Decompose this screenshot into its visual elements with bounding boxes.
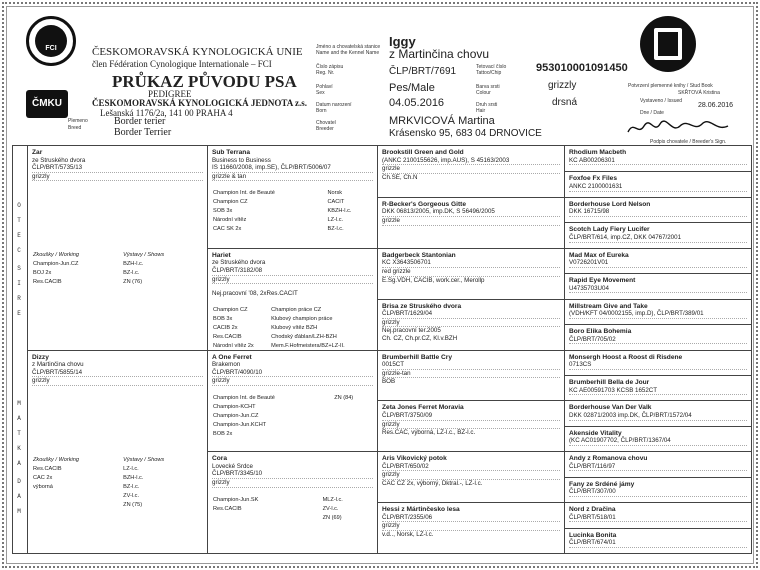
dog-dob: 04.05.2016 [389, 97, 445, 109]
document-subtitle: PEDIGREE [148, 89, 192, 99]
title-entry: ZV-l.c. [322, 505, 339, 512]
titles-header: Zkoušky / Working [33, 252, 80, 259]
gen2-ancestor [208, 146, 377, 248]
ancestor-name: Brumberhill Bella de Jour [569, 378, 650, 386]
gen3-ancestor [378, 350, 564, 401]
titles-table [32, 251, 203, 287]
ancestor-name: Rhodium Macbeth [569, 149, 627, 156]
side-label-father: OTEC [17, 202, 21, 254]
ancestor-titles: BOB [382, 378, 396, 386]
breeder-name: MRKVICOVÁ Martina [389, 115, 495, 127]
title-entry: ZN (84) [334, 394, 354, 401]
ancestor-reg: KC AE00591703 KCSB 1652CT [569, 387, 747, 396]
title-entry: CAC 2x [33, 474, 53, 481]
ancestor-name: Hessi z Mártinčesko lesa [382, 506, 460, 514]
ancestor-kennel: ze Struského dvora [32, 156, 86, 164]
ancestor-colour: grizzly [382, 319, 560, 328]
title-entry: BZ-l.c. [123, 483, 140, 490]
club-address: Lešanská 1176/2a, 141 00 PRAHA 4 [100, 108, 233, 118]
title-entry: MLZ-l.c. [322, 496, 343, 503]
ancestor-name: R-Becker's Gorgeous Gitte [382, 200, 467, 208]
ancestor-note: Nej.pracovní '08, 2xRes.CACIT [212, 290, 298, 298]
ancestor-titles: Res.CAC, výborná, LZ-l.c., BZ-l.c. [382, 429, 476, 437]
title-entry: Champion-KCHT [213, 403, 256, 410]
gen1-ancestor [28, 350, 207, 554]
title-entry: BZ-l.c. [123, 270, 140, 277]
breeder-signature [624, 118, 736, 138]
breed-label-cz: Plemeno [68, 118, 88, 124]
titles-header: Výstavy / Shows [123, 252, 165, 259]
ancestor-titles: E.Sg.VDH, CACIB, work.cer., Merollp [382, 276, 485, 284]
ancestor-name: Millstream Give and Take [569, 302, 648, 310]
gen4-ancestor [565, 222, 751, 247]
ancestor-reg: ČLP/BRT/4090/10 [212, 369, 373, 378]
gen4-ancestor [565, 146, 751, 171]
gen4-ancestor [565, 171, 751, 196]
title-entry: LZ-l.c. [123, 465, 139, 472]
gen4-ancestor [565, 426, 751, 451]
org-name: ČESKOMORAVSKÁ KYNOLOGICKÁ UNIE [92, 46, 303, 58]
title-entry: BOB 2x [213, 430, 233, 437]
ancestor-colour: grizzle-tan [382, 370, 560, 379]
ancestor-reg: U4735703U04 [569, 285, 747, 294]
gen4-ancestor [565, 324, 751, 349]
signature-label: Podpis chovatele / Breeder's Sign. [650, 139, 727, 145]
ancestor-colour: grizzly [212, 377, 373, 386]
gen4-ancestor [565, 299, 751, 324]
ancestor-name: Borderhouse Van Der Valk [569, 404, 652, 412]
ancestor-reg: (VDH/KFT 04/0002155, imp.D), ČLP/BRT/389/01 [569, 310, 747, 319]
ancestor-reg: ČLP/BRT/705/02 [569, 336, 747, 345]
title-entry: Res.CACIB [33, 279, 62, 286]
gen3-ancestor [378, 451, 564, 502]
gen3-ancestor [378, 146, 564, 197]
label-reg: Číslo zápisu Reg. Nr. [316, 64, 344, 76]
title-entry: Champion Int. de Beauté [213, 394, 275, 401]
ancestor-name: Dizzy [32, 353, 49, 361]
gen3-ancestor [378, 400, 564, 451]
title-entry: Res.CACIB [213, 505, 242, 512]
ancestor-name: Monsergh Hoost a Roost di Risdene [569, 353, 683, 361]
title-entry: BZH-l.c. [123, 474, 144, 481]
titles-table [212, 394, 373, 439]
ancestor-reg: ANKC 2100001631 [569, 183, 747, 192]
gen1-ancestor [28, 146, 207, 350]
gen4-ancestor [565, 502, 751, 527]
ancestor-name: Aris Vikovický potok [382, 455, 447, 463]
breed-value-cz: Border terier [114, 116, 166, 127]
label-colour: Barva srsti Colour [476, 84, 500, 96]
document-title: PRŮKAZ PŮVODU PSA [112, 72, 297, 91]
ancestor-titles: Ch.SE, Ch.N [382, 173, 418, 181]
ancestor-reg: DKK 16715/98 [569, 208, 747, 217]
title-entry [333, 430, 373, 439]
title-entry: LZ-l.c. [327, 217, 344, 224]
title-entry: CAC SK 2x [213, 226, 242, 233]
ancestor-name: Zar [32, 149, 43, 156]
stud-book-label: Potvrzení plemenné knihy / Stud Book [628, 83, 713, 89]
dog-reg-nr: ČLP/BRT/7691 [389, 66, 457, 77]
dog-name: Iggy [389, 34, 416, 49]
title-entry: ZN (75) [123, 501, 143, 508]
ancestor-reg: 0015CT [382, 361, 560, 370]
title-entry: BZH-l.c. [123, 261, 144, 268]
gen4-ancestor [565, 477, 751, 502]
ancestor-name: Akenside Vitality [569, 429, 622, 437]
label-tattoo: Tetovací číslo Tattoo/Chip [476, 64, 507, 76]
ancestor-reg: DKK 06813/2005, imp.DK, S 56496/2005 [382, 208, 560, 217]
titles-table [212, 306, 373, 350]
gen4-ancestor [565, 248, 751, 273]
ancestor-reg: ČLP/BRT/3345/10 [212, 470, 373, 479]
title-entry: Champion CZ [213, 306, 248, 313]
title-entry [333, 412, 373, 421]
cmku-logo [26, 90, 68, 118]
ancestor-reg: ČLP/BRT/674/01 [569, 539, 747, 548]
ancestor-colour: grizzle [382, 217, 560, 226]
breeder-address: Krásensko 95, 683 04 DRNOVICE [389, 128, 542, 139]
ancestor-name: Fany ze Srdéné jámy [569, 480, 635, 488]
ancestor-kennel: Lovecké Srdce [212, 462, 253, 470]
title-entry: Res.CACIB [213, 333, 242, 340]
ancestor-colour: grizzly [32, 377, 203, 386]
title-entry: Champion-Jun.CZ [213, 412, 259, 419]
clerk-name: SKŘTOVÁ Kristina [678, 90, 720, 96]
dog-kennel: z Martinčina chovu [389, 47, 490, 61]
ancestor-reg: (KC AC01907702, ČLP/BRT/1367/04 [569, 437, 747, 446]
titles-table [32, 456, 203, 510]
title-entry: ZV-l.c. [123, 492, 140, 499]
ancestor-reg: ČLP/BRT/307/00 [569, 488, 747, 497]
ancestor-name: Mad Max of Eureka [569, 251, 629, 259]
org-subtitle: člen Fédération Cynologique Internationale – FCI [92, 59, 272, 69]
club-name: ČESKOMORAVSKÁ KYNOLOGICKÁ JEDNOTA z.s. [92, 98, 307, 108]
ancestor-name: Cora [212, 455, 228, 463]
ancestor-name: Brumberhill Battle Cry [382, 353, 452, 361]
ancestor-reg: (ANKC 2100155626, imp.AUS), S 45163/2003 [382, 157, 560, 166]
side-label-mother: MATKA [17, 400, 21, 467]
ancestor-name: Badgerbeck Stantonian [382, 251, 456, 259]
title-entry: Champion-Jun.CZ [33, 261, 79, 268]
title-entry: výborná [33, 483, 53, 490]
ancestor-name: Hariet [212, 251, 231, 259]
ancestor-reg: ČLP/BRT/650/02 [382, 463, 560, 472]
title-entry: Chodský ďáblan/LZH-BZH [271, 333, 337, 340]
ancestor-colour: grizzly [212, 276, 373, 285]
titles-table [212, 496, 373, 523]
label-breeder: Chovatel Breeder [316, 120, 336, 132]
ancestor-name: Sub Terrana [212, 149, 250, 156]
ancestor-name: Foxfoe Fx Files [569, 175, 617, 183]
gen2-ancestor [208, 451, 377, 553]
breed-value-en: Border Terrier [114, 127, 172, 138]
ancestor-reg: ČLP/BRT/3750/09 [382, 412, 560, 421]
title-entry [212, 514, 322, 523]
ancestor-colour: grizzle & tan [212, 173, 373, 182]
cmku-logo-text: ČMKU [32, 98, 62, 109]
title-entry: Champion-Jun.KCHT [213, 421, 267, 428]
title-entry: Národní vítěz 2x [213, 342, 254, 349]
title-entry: Národní vítěz [213, 217, 247, 224]
ancestor-kennel: z Martinčina chovu [32, 361, 84, 369]
label-sex: Pohlaví Sex [316, 84, 333, 96]
stud-book-seal [640, 16, 696, 72]
gen3-ancestor [378, 248, 564, 299]
ancestor-colour: grizzly [382, 471, 560, 480]
title-entry: Klubový vítěz BZH [271, 324, 318, 331]
ancestor-reg: ČLP/BRT/2355/06 [382, 514, 560, 523]
gen4-ancestor [565, 400, 751, 425]
gen3-ancestor [378, 502, 564, 553]
title-entry: Res.CACIB [33, 465, 62, 472]
ancestor-name: A One Ferret [212, 353, 252, 361]
ancestor-reg: ČLP/BRT/5735/13 [32, 164, 203, 173]
title-entry: BOB 3x [213, 315, 233, 322]
title-entry [333, 421, 373, 430]
title-entry: BZ-l.c. [327, 226, 344, 233]
ancestor-colour: red grizzle [382, 268, 560, 277]
label-name: Jméno a chovatelská stanice Name and the Kennel Name [316, 44, 381, 56]
ancestor-name: Rapid Eye Movement [569, 277, 636, 285]
ancestor-kennel: Business to Business [212, 156, 271, 164]
ancestor-colour: grizzle [382, 165, 560, 174]
ancestor-name: Brisa ze Struského dvora [382, 302, 462, 310]
ancestor-name: Lucinka Bonita [569, 531, 617, 539]
issued-date: 28.06.2016 [698, 102, 734, 109]
title-entry: KBZH-l.c. [327, 208, 352, 215]
ancestor-reg: ČLP/BRT/3182/08 [212, 267, 373, 276]
titles-header: Zkoušky / Working [33, 456, 80, 463]
title-entry: SOB 3x [213, 208, 233, 215]
title-entry [333, 403, 373, 412]
title-entry: Champion Int. de Beauté [213, 190, 275, 197]
ancestor-name: Scotch Lady Fiery Lucifer [569, 226, 650, 234]
ancestor-reg: KC AB00206301 [569, 157, 747, 166]
ancestor-name: Andy z Romanova chovu [569, 455, 648, 463]
fci-logo-text: FCI [45, 45, 57, 52]
ancestor-reg: IS 11660/2008, imp.SE), ČLP/BRT/5006/07 [212, 164, 373, 173]
gen2-ancestor [208, 350, 377, 452]
title-entry: CACIB 2x [213, 324, 238, 331]
dog-colour: grizzly [548, 80, 577, 91]
gen4-ancestor [565, 197, 751, 222]
title-entry: Mem.F.Hofmeistera/BZ+LZ-II. [271, 342, 345, 349]
date-label: Dne / Date [640, 110, 664, 116]
title-entry: CACIT [327, 199, 345, 206]
ancestor-name: Boro Elika Bohemia [569, 328, 632, 336]
titles-table [212, 189, 373, 234]
dog-hair: drsná [552, 97, 578, 108]
ancestor-colour: grizzly [32, 173, 203, 182]
fci-logo [26, 16, 76, 66]
issued-label: Vystaveno / Issued [640, 98, 683, 104]
title-entry: Champion-Jun.SK [213, 496, 259, 503]
title-entry: Champion CZ [213, 199, 248, 206]
ancestor-name: Borderhouse Lord Nelson [569, 200, 651, 208]
ancestor-colour: grizzly [382, 522, 560, 531]
ancestor-name: Zeta Jones Ferret Moravia [382, 404, 464, 412]
ancestor-titles: v.d.., Norsk, LZ-l.c. [382, 530, 434, 538]
ancestor-reg: DKK 02871/2003 imp.DK, ČLP/BRT/1572/04 [569, 412, 747, 421]
breed-label-en: Breed [68, 125, 82, 131]
ancestor-reg: ČLP/BRT/116/97 [569, 463, 747, 472]
gen4-ancestor [565, 528, 751, 553]
gen3-ancestor [378, 197, 564, 248]
ancestor-reg: ČLP/BRT/1629/04 [382, 310, 560, 319]
ancestor-titles: Nej.pracovní ter.2005 Ch. CZ, Ch.pr.CZ, Kl.v.BZH [382, 327, 458, 342]
ancestor-name: Brookstill Green and Gold [382, 149, 464, 156]
label-dob: Datum narození Born [316, 102, 352, 114]
ancestor-reg: ČLP/BRT/5855/14 [32, 369, 203, 378]
side-label-sire: SIRE [17, 265, 21, 317]
gen4-ancestor [565, 451, 751, 476]
ancestor-name: Nord z Dračina [569, 506, 616, 514]
ancestor-kennel: Brakemon [212, 361, 241, 369]
ancestor-reg: V0726201V01 [569, 259, 747, 268]
title-entry: Norsk [327, 190, 343, 197]
ancestor-reg: ČLP/BRT/518/01 [569, 514, 747, 523]
ancestor-colour: grizzly [212, 479, 373, 488]
gen2-ancestor [208, 248, 377, 350]
ancestor-colour: grizzly [382, 421, 560, 430]
ancestor-reg: KC X3643506701 [382, 259, 560, 268]
title-entry: ZN (76) [123, 279, 143, 286]
title-entry: BOJ 2x [33, 270, 52, 277]
title-entry: Champion práce CZ [271, 306, 322, 313]
chip-number: 953010001091450 [536, 62, 628, 74]
ancestor-reg: 0713CS [569, 361, 747, 370]
title-entry [32, 501, 122, 510]
gen4-ancestor [565, 273, 751, 298]
gen3-ancestor [378, 299, 564, 350]
pedigree-table [12, 145, 752, 554]
dog-sex: Pes/Male [389, 82, 435, 94]
titles-header: Výstavy / Shows [123, 456, 165, 463]
title-entry [32, 492, 122, 501]
title-entry: ZN (69) [322, 514, 342, 521]
ancestor-reg: ČLP/BRT/614, imp.CZ, DKK 04767/2001 [569, 234, 747, 243]
ancestor-titles: CAC CZ 2x, výborný, Dktral.-, LZ-l.c. [382, 480, 483, 488]
ancestor-kennel: ze Struského dvora [212, 259, 266, 267]
gen4-ancestor [565, 350, 751, 375]
side-label-dam: DAM [17, 478, 21, 515]
title-entry: Klubový champion práce [271, 315, 333, 322]
label-hair: Druh srsti Hair [476, 102, 498, 114]
gen4-ancestor [565, 375, 751, 400]
